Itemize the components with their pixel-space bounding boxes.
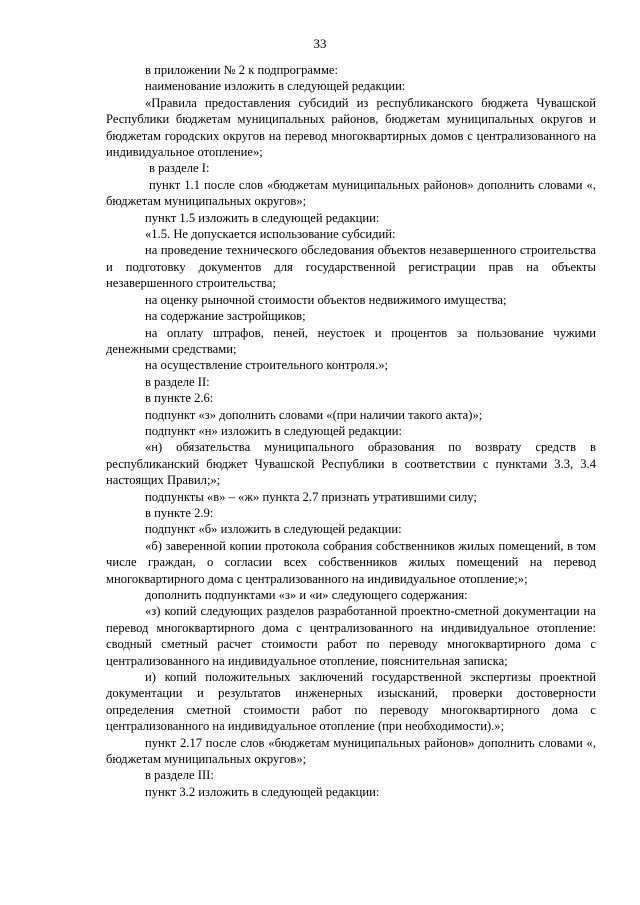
paragraph: в пункте 2.9: — [145, 505, 214, 520]
document-body — [106, 62, 596, 800]
paragraph: в разделе III: — [145, 768, 214, 783]
paragraph: и) копий положительных заключений государственной экспертизы проектной документации и результатов инженерных изысканий, проверки достоверности определения сметной стоимости работ по переводу многоквартирного дома с централизованного на индивидуальное отопление (при необходимости).»; — [106, 670, 596, 734]
page-number: 33 — [313, 36, 327, 51]
paragraph: «б) заверенной копии протокола собрания собственников жилых помещений, в том числе граждан, о согласии всех собственников жилых помещений на перевод многоквартирного дома с централизованного на индивидуальное отопление;»; — [106, 538, 596, 586]
paragraph: пункт 3.2 изложить в следующей редакции: — [145, 784, 380, 799]
paragraph: пункт 1.1 после слов «бюджетам муниципальных районов» дополнить словами «, бюджетам муниципальных округов»; — [106, 177, 596, 209]
paragraph: на оплату штрафов, пеней, неустоек и процентов за пользование чужими денежными средствами; — [106, 325, 596, 356]
paragraph: на содержание застройщиков; — [145, 309, 306, 324]
paragraph: на проведение технического обследования объектов незавершенного строительства и подготовку документов для государственной регистрации прав на объекты незавершенного строительства; — [106, 243, 596, 291]
paragraph: подпункт «з» дополнить словами «(при наличии такого акта)»; — [145, 407, 483, 422]
paragraph: в разделе I: — [149, 161, 210, 176]
paragraph: в пункте 2.6: — [145, 391, 214, 406]
paragraph: на осуществление строительного контроля.»; — [145, 358, 389, 373]
paragraph: «з) копий следующих разделов разработанной проектно-сметной документации на перевод многоквартирного дома с централизованного на индивидуальное отопление: сводный сметный расчет стоимости работ по переводу многоквартирного дома с централизованного на индивидуальное отопление, пояснительная записка; — [106, 604, 596, 668]
paragraph: подпункты «в» – «ж» пункта 2.7 признать утратившими силу; — [145, 489, 477, 504]
paragraph: подпункт «н» изложить в следующей редакции: — [145, 423, 402, 438]
paragraph: наименование изложить в следующей редакции: — [145, 79, 406, 94]
paragraph: пункт 2.17 после слов «бюджетам муниципальных районов» дополнить словами «, бюджетам муниципальных округов»; — [106, 735, 596, 767]
paragraph: в разделе II: — [145, 374, 210, 389]
paragraph: пункт 1.5 изложить в следующей редакции: — [145, 210, 380, 225]
paragraph: дополнить подпунктами «з» и «и» следующего содержания: — [145, 588, 468, 602]
paragraph: «н) обязательства муниципального образования по возврату средств в республиканский бюджет Чувашской Республики в соответствии с пунктами 3.3, 3.4 настоящих Правил;»; — [106, 440, 596, 488]
paragraph: подпункт «б» изложить в следующей редакции: — [145, 522, 402, 537]
paragraph: «Правила предоставления субсидий из республиканского бюджета Чувашской Республики бюджетам муниципальных районов, бюджетам муниципальных округов и бюджетам городских округов на перевод многоквартирных домов с централизованного на индивидуальное отопление»; — [106, 95, 596, 160]
paragraph: «1.5. Не допускается использование субсидий: — [145, 227, 396, 242]
paragraph: на оценку рыночной стоимости объектов недвижимого имущества; — [145, 292, 507, 307]
paragraph: в приложении № 2 к подпрограмме: — [145, 63, 339, 77]
